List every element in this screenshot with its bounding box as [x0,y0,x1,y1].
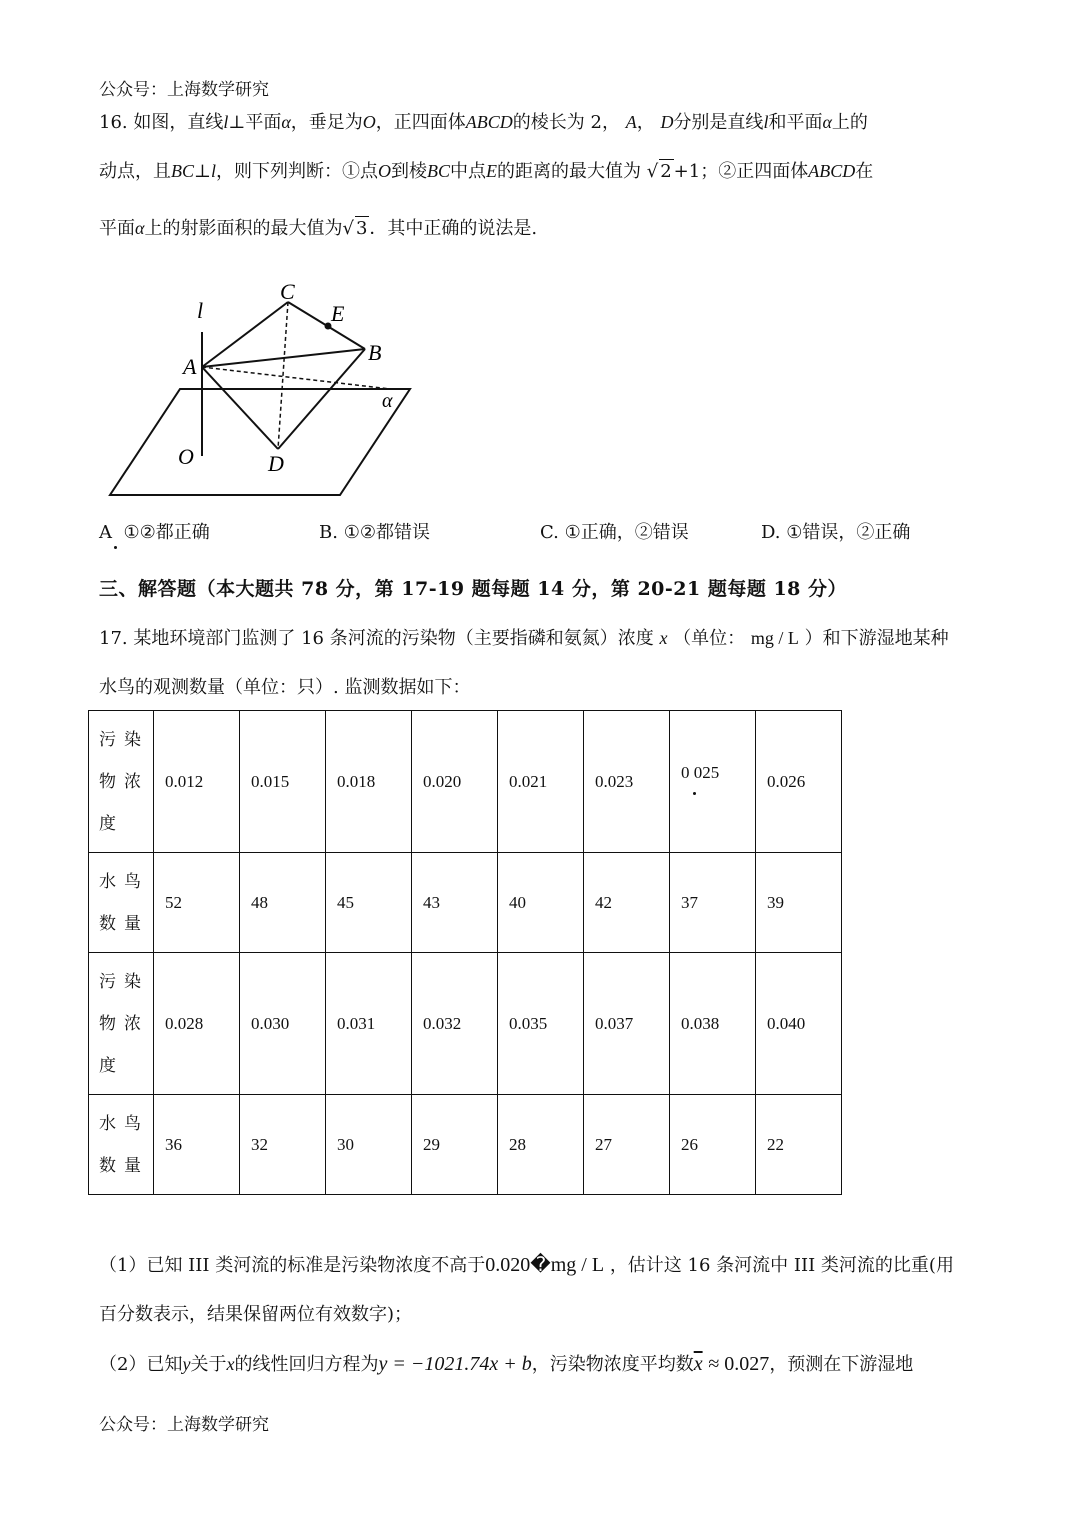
table-cell: 27 [584,1095,670,1195]
tetrahedron-figure [100,270,430,510]
option-d: D. ①错误，②正确 [761,522,911,543]
table-cell: 0.037 [584,953,670,1095]
table-row [89,953,842,1095]
table-cell: 30 [326,1095,412,1195]
option-c: C. ①正确，②错误 [540,522,689,543]
label-o: O [178,444,194,469]
table-cell: 0.023 [584,711,670,853]
table-cell: 0.035 [498,953,584,1095]
edge-ac [202,302,288,367]
table-cell: 0.018 [326,711,412,853]
table-cell: 0.012 [154,711,240,853]
table-cell: 32 [240,1095,326,1195]
label-b: B [368,340,382,365]
q16-line1: 16. 如图，直线l⊥平面α，垂足为O，正四面体ABCD的棱长为 2， A， D分别是直线l和平面α上的 [99,112,868,133]
table-cell: 0.020 [412,711,498,853]
table-cell: 0 025 [670,711,756,853]
option-a: A ①②都正确 [99,522,210,543]
label-l: l [197,298,204,323]
table-cell: 26 [670,1095,756,1195]
table-cell: 0.030 [240,953,326,1095]
q17-part2-line1: （2）已知y关于x的线性回归方程为y = −1021.74x + b，污染物浓度平均数$\overline{x} \approx 0.027$，预测在下游湿地 [99,1353,914,1375]
row-label-concentration: 污染物浓度 [89,711,154,853]
table-cell: 0.031 [326,953,412,1095]
edge-ad [202,367,278,449]
q16-line2: 动点，且BC⊥l，则下列判断：①点O到棱BC中点E的距离的最大值为 √ 2 +1；②正四面体ABCD在 [99,161,874,182]
table-cell: 0.015 [240,711,326,853]
table-cell: 45 [326,853,412,953]
option-b: B. ①②都错误 [319,522,430,543]
label-alpha: α [382,390,393,412]
table-cell: 42 [584,853,670,953]
option-a-dot [114,546,117,549]
table-cell: 0.021 [498,711,584,853]
label-a: A [183,354,197,379]
hidden-projection-line [202,367,390,389]
label-c: C [280,279,295,304]
row-label-concentration: 污染物浓度 [89,953,154,1095]
table-cell: 0.026 [756,711,842,853]
table-cell: 48 [240,853,326,953]
sqrt3-expression: √ 3 [342,218,368,239]
stray-dot [693,792,696,795]
footer-account: 公众号：上海数学研究 [99,1415,269,1435]
table-cell: 22 [756,1095,842,1195]
edge-bd [278,349,365,449]
q17-intro-line1: 17. 某地环境部门监测了 16 条河流的污染物（主要指磷和氨氮）浓度 x （单位： mg / L ）和下游湿地某种 [99,628,949,649]
q17-part1-line1: （1）已知 III 类河流的标准是污染物浓度不高于0.020�mg / L ，估计这 16 条河流中 III 类河流的比重(用 [99,1254,954,1276]
pollution-bird-table [88,710,842,1195]
table-cell: 39 [756,853,842,953]
table-cell: 0.028 [154,953,240,1095]
label-d: D [268,451,284,476]
table-cell: 52 [154,853,240,953]
table-cell: 0.032 [412,953,498,1095]
q16-line3: 平面α上的射影面积的最大值为√ 3 ．其中正确的说法是. [99,218,538,239]
table-cell: 0.040 [756,953,842,1095]
table-cell: 37 [670,853,756,953]
header-account: 公众号：上海数学研究 [99,80,269,100]
label-e: E [331,301,345,326]
sqrt2-expression: √ 2 [646,161,672,182]
table-cell: 0.038 [670,953,756,1095]
section-3-title: 三、解答题（本大题共 78 分，第 17-19 题每题 14 分，第 20-21 题每题 18 分） [99,578,848,600]
table-row [89,711,842,853]
table-cell: 43 [412,853,498,953]
table-row [89,1095,842,1195]
table-cell: 36 [154,1095,240,1195]
row-label-birds: 水鸟数量 [89,1095,154,1195]
table-cell: 29 [412,1095,498,1195]
table-cell: 28 [498,1095,584,1195]
q16-number: 16. [99,112,128,133]
q17-intro-line2: 水鸟的观测数量（单位：只）. 监测数据如下： [99,677,471,698]
row-label-birds: 水鸟数量 [89,853,154,953]
q17-part1-line2: 百分数表示，结果保留两位有效数字)； [99,1304,413,1325]
table-row [89,853,842,953]
table-cell: 40 [498,853,584,953]
plane-alpha [110,389,410,495]
